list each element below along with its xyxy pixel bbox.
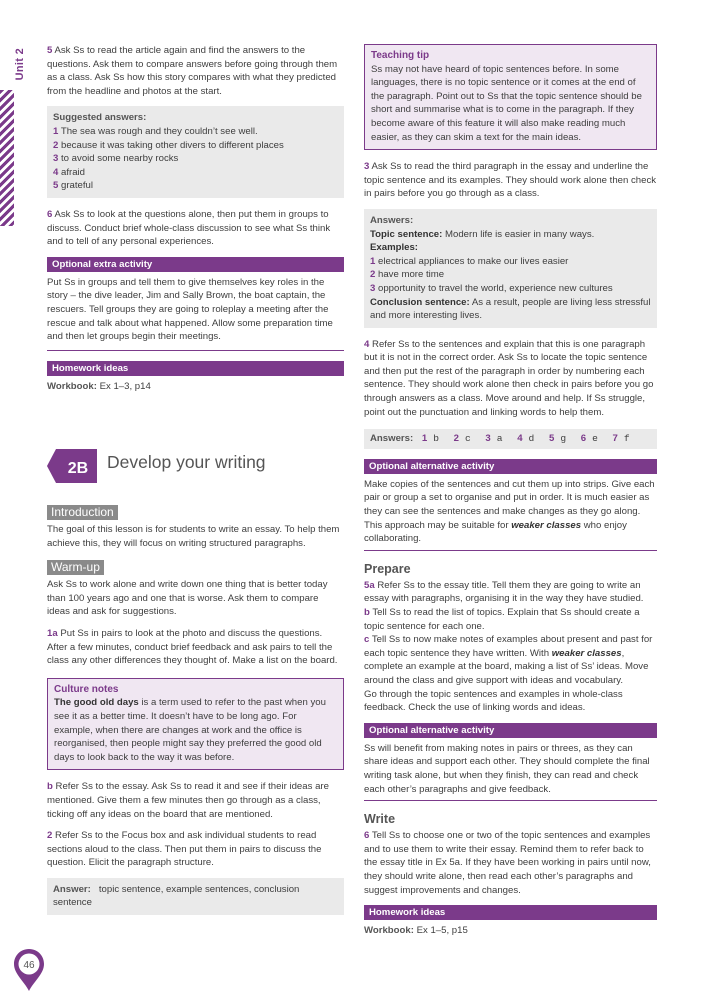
section-title: Develop your writing <box>107 452 266 472</box>
step-6-write-paragraph <box>364 829 657 897</box>
step-text: Tell Ss to now make notes of examples about present and past for each topic sentence they have written. With <box>364 634 653 659</box>
step-2-paragraph <box>47 829 344 870</box>
right-column <box>364 44 657 946</box>
answer-number: 2 <box>53 139 59 151</box>
step-number: 3 <box>364 161 370 173</box>
answer-item <box>53 152 338 166</box>
conclusion-label: Conclusion sentence: <box>370 296 470 308</box>
answer-text: The sea was rough and they couldn’t see well. <box>60 125 258 137</box>
step-text: Tell Ss to choose one or two of the topic sentences and examples and to use them to write their essay. Remind them to refer back to the essay title in Ex 5a. If they have been working in pairs until now, they should write alone, then read each other’s paragraphs and suggest improvements and changes. <box>364 830 651 896</box>
teaching-tip-title: Teaching tip <box>371 50 430 61</box>
step-text: Ask Ss to look at the questions alone, then put them in groups to discuss. Conduct brief whole-class discussion to see what Ss think and to tell of any personal experiences. <box>47 208 331 248</box>
answer-letter: a <box>496 433 503 445</box>
answer-text: opportunity to travel the world, experience new cultures <box>378 282 613 294</box>
suggested-answers-box <box>47 106 344 198</box>
answer-label: Answer: <box>53 883 91 895</box>
answer-number: 7 <box>612 433 618 445</box>
step-5c-paragraph <box>364 633 657 687</box>
left-column <box>47 44 344 401</box>
step-text: Ask Ss to read the third paragraph in the essay and underline the topic sentence and its examples. They should work alone then check in pairs before you go through as a class. <box>364 161 657 200</box>
answer-number: 5 <box>548 433 555 445</box>
step-number: 4 <box>364 338 370 350</box>
answer-pair <box>549 433 572 444</box>
text: who enjoy collaborating. <box>364 519 627 545</box>
culture-notes-box <box>47 678 344 771</box>
answer-text: grateful <box>61 180 94 192</box>
step-number: 5 <box>47 45 53 56</box>
homework-heading: Homework ideas <box>47 361 344 376</box>
teaching-tip-text: Ss may not have heard of topic sentences before. In some languages, there is no topic sentence or it comes at the end of the paragraph. Point out to Ss that the topic sentence should be short and summarise what is to come in the paragraph. If they become aware of this feature it will also make reading much easier, as they can skim a text for the main ideas. <box>371 63 642 143</box>
definition: is a term used to refer to the past when you see it as a better time. It doesn’t have to be long ago. For example, when there are changes at work and the office is reorganised, then people might say they preferred the good old days to look back to the way it was before. <box>54 697 326 763</box>
page-number: 46 <box>23 960 35 971</box>
answer-pair <box>485 433 508 444</box>
step-5-paragraph <box>47 44 344 98</box>
step-5c-followup: Go through the topic sentences and examples in whole-class feedback. Check the use of linking words and ideas. <box>364 688 623 714</box>
answer-item <box>53 139 338 153</box>
conclusion-line <box>370 296 651 323</box>
workbook-ref: Ex 1–3, p14 <box>99 380 151 392</box>
step-number: c <box>364 634 370 646</box>
prepare-heading: Prepare <box>364 561 411 576</box>
step-text: , complete an example at the board, making a list of Ss’ ideas. Move around the class and give support with ideas and vocabulary. <box>364 647 649 686</box>
answer-number: 5 <box>53 180 59 192</box>
step-3-paragraph <box>364 160 657 201</box>
warmup-text: Ask Ss to work alone and write down one thing that is better today than 100 years ago and one that is worse. Ask them to compare ideas and ask for suggestions. <box>47 579 328 618</box>
answer-pair <box>454 433 477 444</box>
step-number: 6 <box>47 208 53 220</box>
unit-hatch-decoration <box>0 90 14 226</box>
emphasis: weaker classes <box>511 519 582 531</box>
term: The good old days <box>54 697 139 709</box>
step-text: Ask Ss to read the article again and find the answers to the questions. Ask them to compare answers before going through them as a class. Ask Ss how this story compares with what they predicted from the headline and photos at the start. <box>47 45 338 97</box>
answer-number: 2 <box>453 433 459 445</box>
step-text: Refer Ss to the essay title. Tell them they are going to write an essay with paragraphs, organising it in the way they have studied. <box>364 579 644 605</box>
optional-extra-text: Put Ss in groups and tell them to give themselves key roles in the story – the dive leader, Jim and Sally Brown, the boat captain, the rescuers. Tell groups they are going to roleplay a meeting after the rescue and talk about what happened. Allow some preparation time and then let groups begin their meetings. <box>47 276 333 343</box>
answer-item <box>370 268 651 282</box>
conclusion-text: As a result, people are living less stressful and more interesting lives. <box>370 296 651 322</box>
answer-number: 3 <box>485 433 491 445</box>
answer-text: topic sentence, example sentences, conclusion sentence <box>53 883 300 909</box>
step-number: b <box>364 607 370 618</box>
teaching-tip-box <box>364 44 657 150</box>
introduction-heading: Introduction <box>47 505 118 520</box>
step-number: b <box>47 781 53 793</box>
answer-text: afraid <box>61 166 86 178</box>
answer-letter: f <box>623 433 630 445</box>
step-text: Refer Ss to the sentences and explain that this is one paragraph but it is not in the correct order. Ask Ss to locate the topic sentence and then put the rest of the paragraph in order by numbering each sentence. They should work alone then check in pairs before you go through answers as a class. Move around and help. If Ss struggle, point out the punctuation and linking words to help them. <box>364 338 654 418</box>
culture-notes-text <box>54 696 337 764</box>
homework-text <box>47 380 344 394</box>
page-number-pin <box>12 947 46 993</box>
text: Make copies of the sentences and cut them up into strips. Give each pair or group a set to organise and put in order. It is much easier as they can see the sentences and make changes as they go along. This approach may be suitable for <box>364 478 655 531</box>
answer-text: electrical appliances to make our lives easier <box>378 255 569 267</box>
step-6-paragraph <box>47 208 344 249</box>
answer-number: 4 <box>517 433 523 445</box>
answer-number: 1 <box>370 255 376 267</box>
answer-number: 3 <box>370 282 376 294</box>
answer-number: 2 <box>370 269 376 281</box>
left-column-lower <box>47 505 344 925</box>
step-5a-paragraph <box>364 579 657 606</box>
topic-sentence-line <box>370 228 651 242</box>
answer-number: 6 <box>580 433 587 445</box>
step-5b-paragraph <box>364 606 657 633</box>
introduction-text: The goal of this lesson is for students to write an essay. To help them achieve this, they will focus on writing structured paragraphs. <box>47 524 340 549</box>
answer-pair <box>581 433 604 444</box>
answer-text: because it was taking other divers to different places <box>61 139 284 151</box>
divider <box>364 800 657 801</box>
step-text: Refer Ss to the Focus box and ask individual students to read sections aloud to the class. Then put them in pairs to discuss the question. Elicit the paragraph structure. <box>47 830 322 869</box>
step-number: 1a <box>47 627 58 639</box>
step-1b-paragraph <box>47 780 344 821</box>
step-text: Put Ss in pairs to look at the photo and discuss the questions. After a few minutes, conduct brief feedback and ask pairs to tell the class any other differences they thought of. Make a list on the board. <box>47 627 338 667</box>
answer-letter: g <box>560 433 567 445</box>
optional-alternative-text <box>364 478 657 546</box>
answer-number: 3 <box>53 153 59 165</box>
workbook-label: Workbook: <box>364 925 414 937</box>
step-number: 5a <box>364 579 375 591</box>
suggested-answers-title: Suggested answers: <box>53 112 147 124</box>
divider <box>364 550 657 551</box>
workbook-label: Workbook: <box>47 380 97 392</box>
answer-box <box>47 878 344 915</box>
topic-label: Topic sentence: <box>370 228 443 240</box>
optional-alternative-heading: Optional alternative activity <box>364 459 657 474</box>
answer-item <box>370 255 651 269</box>
badge-label: 2B <box>67 460 89 477</box>
unit-label: Unit 2 <box>14 48 26 81</box>
optional-alternative-heading-2: Optional alternative activity <box>364 723 657 738</box>
answer-pair <box>422 433 445 444</box>
optional-alternative-text-2: Ss will benefit from making notes in pairs or threes, as they can share ideas and support each other. They should complete the final writing task alone, but when they finish, they can read and check each other’s paragraphs and give feedback. <box>364 742 650 795</box>
workbook-ref: Ex 1–5, p15 <box>416 925 468 937</box>
answer-pair <box>517 433 540 444</box>
step-text: Refer Ss to the essay. Ask Ss to read it and see if their ideas are mentioned. Give them a few minutes then go through as a class, ticking off any ideas on the board that are mentioned. <box>47 781 329 820</box>
culture-notes-title: Culture notes <box>54 683 119 695</box>
divider <box>47 350 344 351</box>
write-heading: Write <box>364 812 396 827</box>
answer-item <box>53 179 338 193</box>
answer-text: to avoid some nearby rocks <box>61 153 179 165</box>
answer-letter: b <box>433 433 439 445</box>
warmup-heading: Warm-up <box>47 560 104 575</box>
answer-number: 1 <box>421 433 428 445</box>
answer-text: have more time <box>378 269 445 281</box>
examples-label: Examples: <box>370 242 418 254</box>
topic-text: Modern life is easier in many ways. <box>445 228 595 240</box>
answer-pair <box>613 433 636 444</box>
answers-4-box <box>364 429 657 449</box>
answer-letter: d <box>528 433 535 445</box>
step-4-paragraph <box>364 338 657 420</box>
step-1a-paragraph <box>47 627 344 668</box>
answer-item <box>370 282 651 296</box>
answer-item <box>53 166 338 180</box>
homework-text-2 <box>364 924 657 938</box>
answers-title: Answers: <box>370 214 414 226</box>
step-text: Tell Ss to read the list of topics. Explain that Ss should create a topic sentence for each one. <box>364 607 640 632</box>
step-number: 2 <box>47 830 53 842</box>
answer-letter: c <box>464 433 471 445</box>
step-number: 6 <box>364 830 370 842</box>
answers-label: Answers: <box>370 433 414 445</box>
answers-3-box <box>364 209 657 328</box>
lesson-badge <box>47 449 97 483</box>
homework-heading-2: Homework ideas <box>364 905 657 920</box>
answer-number: 1 <box>53 125 59 137</box>
answer-letter: e <box>592 433 598 445</box>
optional-extra-heading: Optional extra activity <box>47 257 344 272</box>
emphasis: weaker classes <box>551 647 622 659</box>
answer-number: 4 <box>53 166 59 178</box>
answer-item <box>53 125 338 139</box>
